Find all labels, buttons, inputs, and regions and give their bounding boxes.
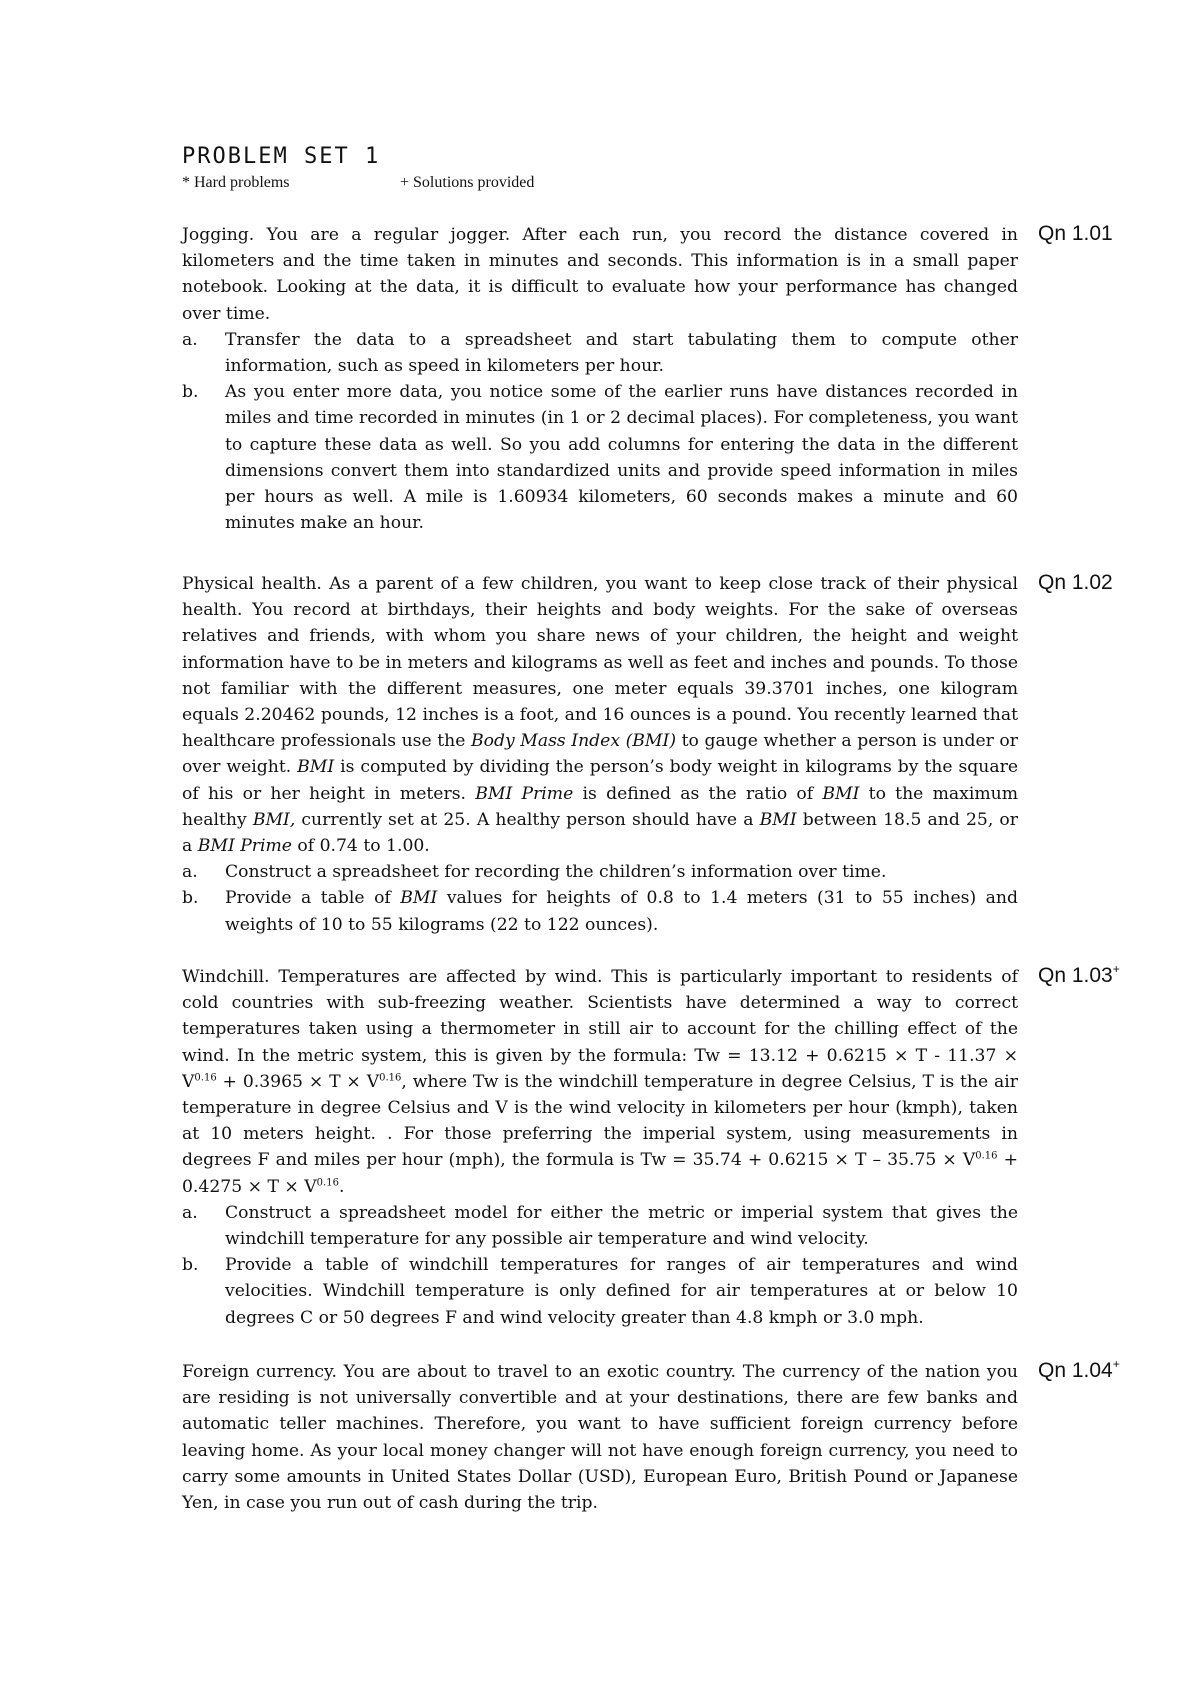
legend-hard-problems: * Hard problems (182, 174, 290, 191)
legend (182, 174, 535, 192)
question-number-1-01: Qn 1.01 (1038, 222, 1113, 245)
sub-question-b: b. As you enter more data, you notice some of the earlier runs have distances recorded in miles and time recorded in minutes (in 1 or 2 decimal places). For completeness, you want to capture these data as well. So you add columns for entering the data in the different dimensions convert them into standardized units and provide speed information in miles per hours as well. A mile is 1.60934 kilometers, 60 seconds makes a minute and 60 minutes make an hour. (182, 382, 1018, 534)
sub-question-b: b. Provide a table of windchill temperatures for ranges of air temperatures and wind velocities. Windchill temperature is only defined for air temperatures at or below 10 degrees C or 50 degrees F and wind velocity greater than 4.8 kmph or 3.0 mph. (182, 1255, 1018, 1328)
question-heading: Foreign currency. (182, 1362, 337, 1382)
sub-question-list (182, 1200, 1018, 1331)
question-1-01 (182, 222, 1018, 536)
question-intro: You are about to travel to an exotic country. The currency of the nation you are residing is not universally convertible and at your destinations, there are few banks and automatic teller machines. Therefore, you want to have sufficient foreign currency before leaving home. As your local money changer will not have enough foreign currency, you need to carry some amounts in United States Dollar (USD), European Euro, British Pound or Japanese Yen, in case you run out of cash during the trip. (182, 1362, 1019, 1514)
question-heading: Physical health. (182, 574, 322, 594)
question-1-02 (182, 571, 1018, 938)
page-title: PROBLEM SET 1 (182, 144, 381, 169)
legend-solutions-provided: + Solutions provided (400, 174, 535, 191)
sub-question-list (182, 327, 1018, 537)
question-heading: Windchill. (182, 967, 270, 987)
question-number-1-02: Qn 1.02 (1038, 571, 1113, 594)
sub-question-a: a. Construct a spreadsheet for recording the children’s information over time. (182, 862, 887, 883)
question-number-1-04: Qn 1.04+ (1038, 1357, 1120, 1382)
question-intro: Temperatures are affected by wind. This is particularly important to residents of cold countries with sub-freezing weather. Scientists have determined a way to correct temperatures taken using a thermometer in still air to account for the chilling effect of the wind. In the metric system, this is given by the formula: $Tw = 13.12 + 0.6215 \times T - 11.37 \times V^{0.16} + 0.3965 \times T \times V^{0.16}$, where Tw is the windchill temperature in degree Celsius, T is the air temperature in degree Celsius and V is the wind velocity in kilometers per hour (kmph), taken at 10 meters height. . For those preferring the imperial system, using measurements in degrees F and miles per hour (mph), the formula is $Tw = 35.74 + 0.6215 \times T - 35.75 \times V^{0.16} + 0.4275 \times T \times V^{0.16}$. (182, 967, 1018, 1197)
question-number-1-03: Qn 1.03+ (1038, 962, 1120, 987)
sub-question-a: a. Construct a spreadsheet model for either the metric or imperial system that gives the windchill temperature for any possible air temperature and wind velocity. (182, 1202, 1018, 1250)
question-1-04 (182, 1359, 1018, 1516)
question-intro: As a parent of a few children, you want to keep close track of their physical health. You record at birthdays, their heights and body weights. For the sake of overseas relatives and friends, with whom you share news of your children, the height and weight information have to be in meters and kilograms as well as feet and inches and pounds. To those not familiar with the different measures, one meter equals 39.3701 inches, one kilogram equals 2.20462 pounds, 12 inches is a foot, and 16 ounces is a pound. You recently learned that healthcare professionals use the Body Mass Index (BMI) to gauge whether a person is under or over weight. BMI is computed by dividing the person’s body weight in kilograms by the square of his or her height in meters. BMI Prime is defined as the ratio of BMI to the maximum healthy BMI, currently set at 25. A healthy person should have a BMI between 18.5 and 25, or a BMI Prime of 0.74 to 1.00. (182, 574, 1019, 857)
sub-question-a: a. Transfer the data to a spreadsheet and start tabulating them to compute other information, such as speed in kilometers per hour. (182, 329, 1018, 377)
question-marker: + (1112, 962, 1120, 976)
sub-question-list (182, 859, 1018, 938)
question-heading: Jogging. (182, 225, 255, 245)
question-intro: You are a regular jogger. After each run, you record the distance covered in kilometers and the time taken in minutes and seconds. This information is in a small paper notebook. Looking at the data, it is difficult to evaluate how your performance has changed over time. (182, 225, 1018, 324)
question-1-03 (182, 964, 1018, 1331)
sub-question-b: b. Provide a table of BMI values for heights of 0.8 to 1.4 meters (31 to 55 inches) and weights of 10 to 55 kilograms (22 to 122 ounces). (182, 888, 1018, 935)
question-marker: + (1112, 1357, 1120, 1371)
